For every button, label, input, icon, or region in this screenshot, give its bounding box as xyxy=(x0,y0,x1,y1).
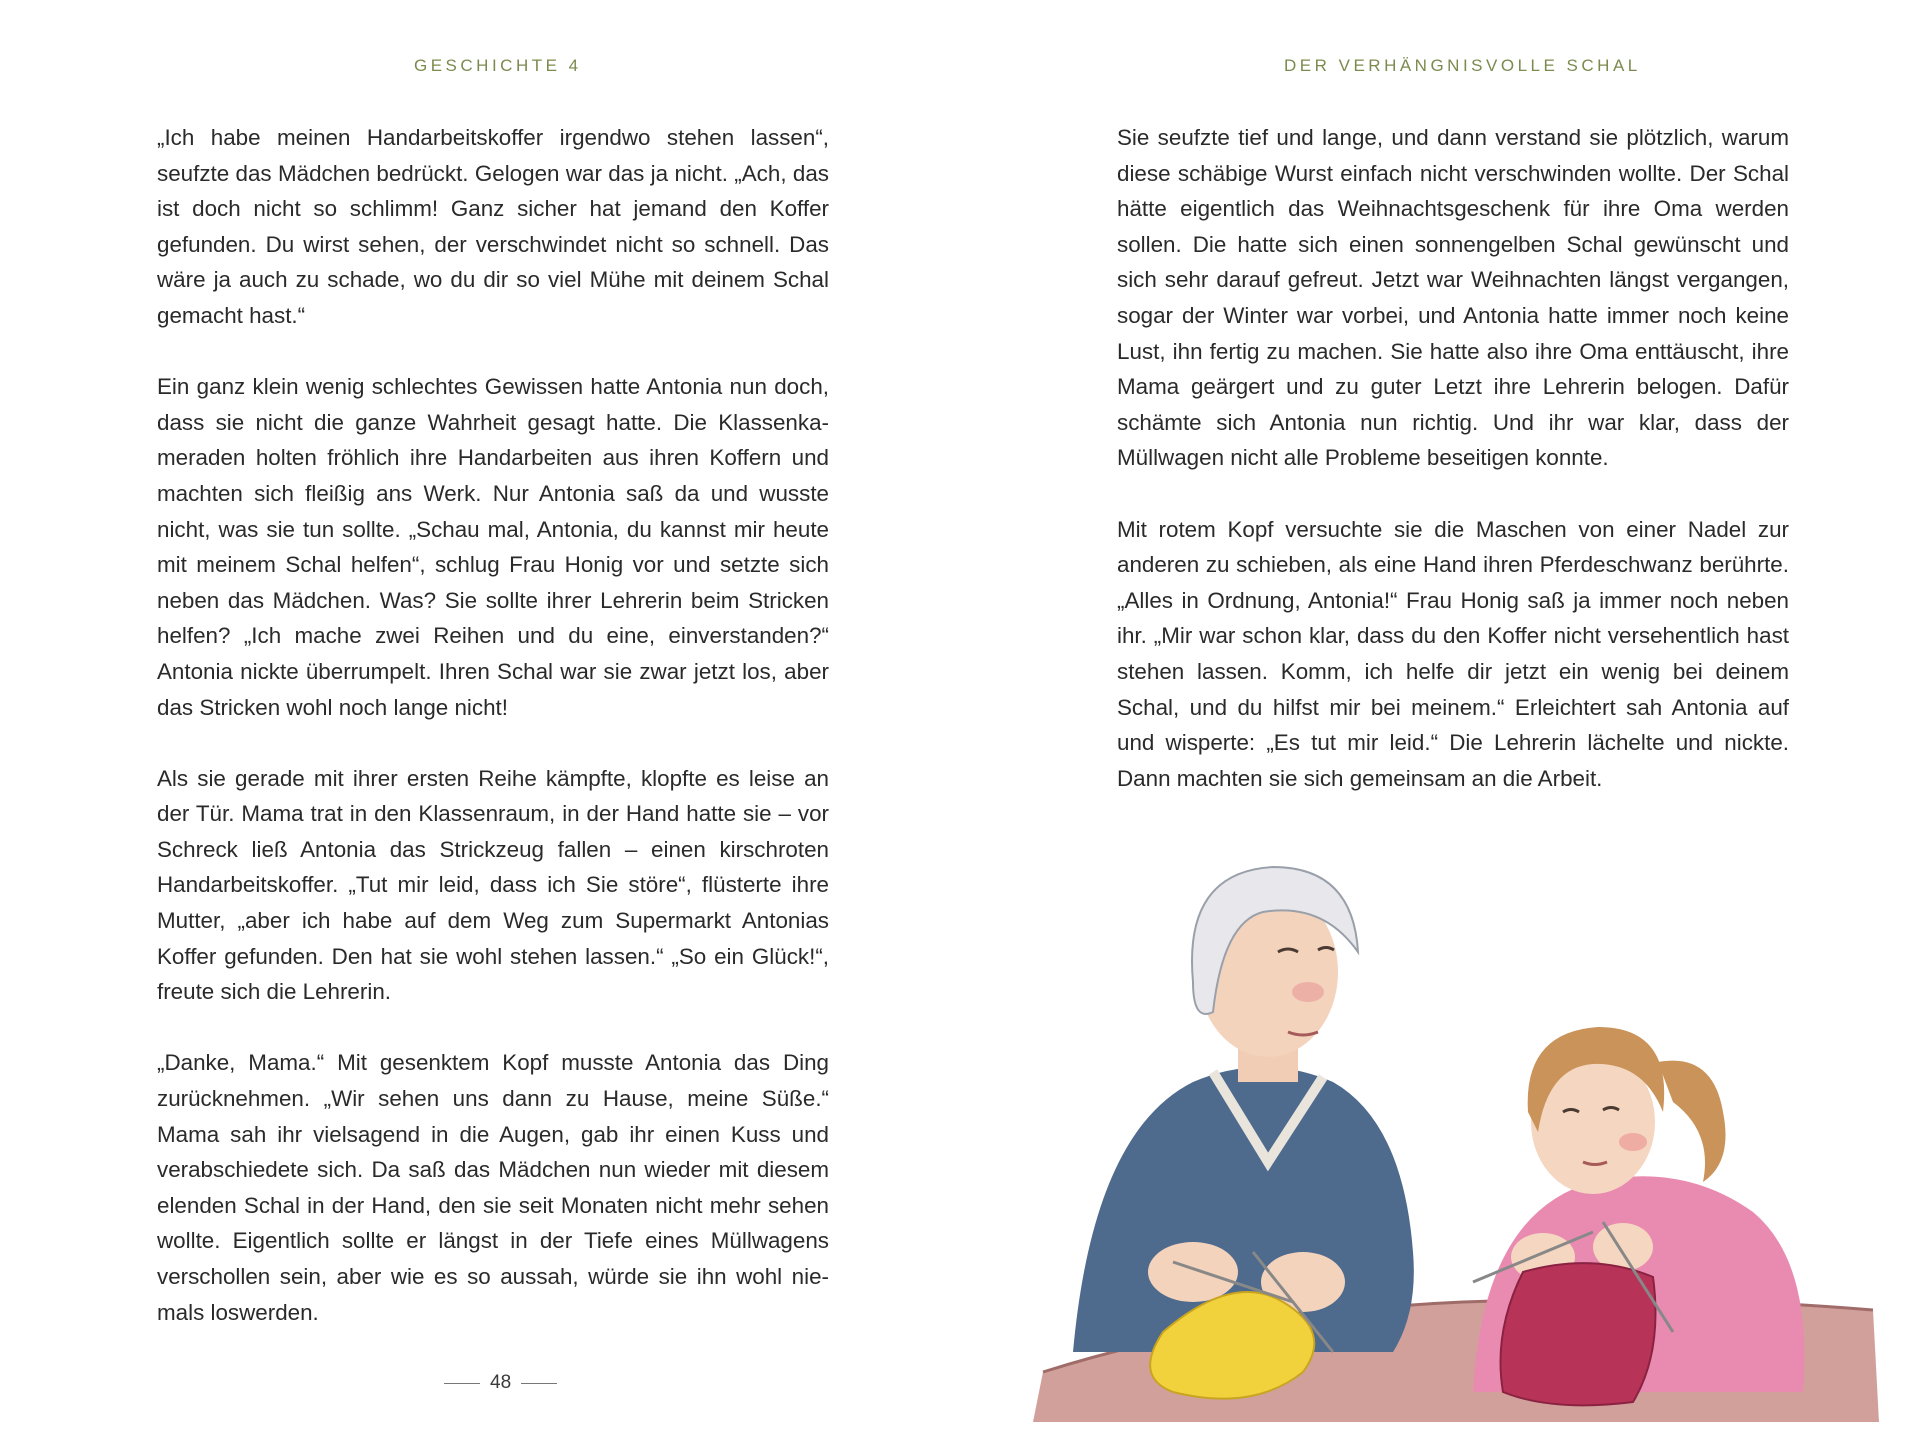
knitting-illustration xyxy=(1033,832,1883,1422)
right-page xyxy=(960,0,1920,1440)
running-head-right: DER VERHÄNGNISVOLLE SCHAL xyxy=(1284,56,1641,75)
teacher-figure xyxy=(1073,867,1414,1352)
paragraph: „Ich habe meinen Handarbeitskoffer irgendwo stehen lassen“, seufzte das Mädchen bedrückt. Gelogen war das ja nicht. „Ach, das ist doch nicht so schlimm! Ganz sicher hat jemand den Koffer gefunden. Du wirst sehen, der verschwindet nicht so schnell. Das wäre ja auch zu schade, wo du dir so viel Mühe mit deinem Schal gemacht hast.“ xyxy=(157,125,829,328)
paragraph: Sie seufzte tief und lange, und dann verstand sie plötzlich, warum diese schäbige Wurst einfach nicht verschwinden wollte. Der Schal hätte eigentlich das Weihnachtsgeschenk für ihre Oma werden sollen. Die hatte sich einen sonnengelben Schal gewünscht und sich sehr darauf gefreut. Jetzt war Weihnachten längst vergangen, sogar der Winter war vorbei, und Antonia hatte immer noch keine Lust, ihn fertig zu machen. Sie hatte also ihre Oma enttäuscht, ihre Mama geärgert und zu guter Letzt ihre Lehrerin belogen. Dafür schämte sich Antonia nun richtig. Und ihr war klar, dass der Müllwagen nicht alle Probleme beseitigen konnte. xyxy=(1117,125,1789,471)
running-head-left: GESCHICHTE 4 xyxy=(414,56,582,75)
paragraph: Als sie gerade mit ihrer ersten Reihe kämpfte, klopfte es leise an der Tür. Mama trat in den Klassenraum, in der Hand hatte sie – vor Schreck ließ Antonia das Strickzeug fallen – einen kirschroten Handarbeitskoffer. „Tut mir leid, dass ich Sie störe“, flüsterte ihre Mutter, „aber ich habe auf dem Weg zum Supermarkt Antonias Koffer gefunden. Den hat sie wohl stehen lassen.“ „So ein Glück!“, freute sich die Lehrerin. xyxy=(157,765,829,1005)
teacher-hand xyxy=(1148,1242,1238,1302)
page-number xyxy=(444,1372,557,1394)
paragraph: Mit rotem Kopf versuchte sie die Maschen von einer Nadel zur anderen zu schieben, als eine Hand ihren Pferdeschwanz berührte. „Alles in Ordnung, Antonia!“ Frau Honig saß ja immer noch neben ihr. „Mir war schon klar, dass du den Koffer nicht versehentlich hast stehen lassen. Komm, ich helfe dir jetzt ein wenig bei deinem Schal, und du hilfst mir bei meinem.“ Erleichtert sah Antonia auf und wisperte: „Es tut mir leid.“ Die Lehrerin lächelte und nickte. Dann machten sie sich gemeinsam an die Arbeit. xyxy=(1117,516,1789,791)
folio-rule-left xyxy=(444,1383,480,1384)
right-text-block xyxy=(1117,120,1789,832)
girl-cheek xyxy=(1619,1133,1647,1151)
paragraph: „Danke, Mama.“ Mit gesenktem Kopf musste Antonia das Ding zurücknehmen. „Wir sehen uns dann zu Hause, meine Süße.“ Mama sah ihr vielsagend in die Augen, gab ihr einen Kuss und verabschiedete sich. Da saß das Mädchen nun wieder mit diesem elenden Schal in der Hand, den sie seit Monaten nicht mehr sehen wollte. Eigentlich sollte er längst in der Tiefe eines Müllwagens verschollen sein, aber wie es so aussah, würde sie ihn wohl niemals loswerden. xyxy=(157,1050,829,1325)
illustration-svg xyxy=(1033,832,1883,1422)
teacher-cheek xyxy=(1292,982,1324,1002)
red-scarf xyxy=(1501,1263,1656,1405)
paragraph: Ein ganz klein wenig schlechtes Gewissen hatte Antonia nun doch, dass sie nicht die ganze Wahrheit gesagt hatte. Die Klassenkameraden holten fröhlich ihre Handarbeiten aus ihren Koffern und machten sich fleißig ans Werk. Nur Antonia saß da und wusste nicht, was sie tun sollte. „Schau mal, Antonia, du kannst mir heute mit meinem Schal helfen“, schlug Frau Honig vor und setzte sich neben das Mädchen. Was? Sie sollte ihrer Lehrerin beim Stricken helfen? „Ich mache zwei Reihen und du eine, einverstanden?“ Antonia nickte überrumpelt. Ihren Schal war sie zwar jetzt los, aber das Stricken wohl noch lange nicht! xyxy=(157,374,829,720)
girl-ponytail xyxy=(1658,1061,1726,1182)
page-number-text: 48 xyxy=(490,1372,512,1393)
folio-rule-right xyxy=(521,1383,557,1384)
left-text-block xyxy=(157,120,829,1366)
